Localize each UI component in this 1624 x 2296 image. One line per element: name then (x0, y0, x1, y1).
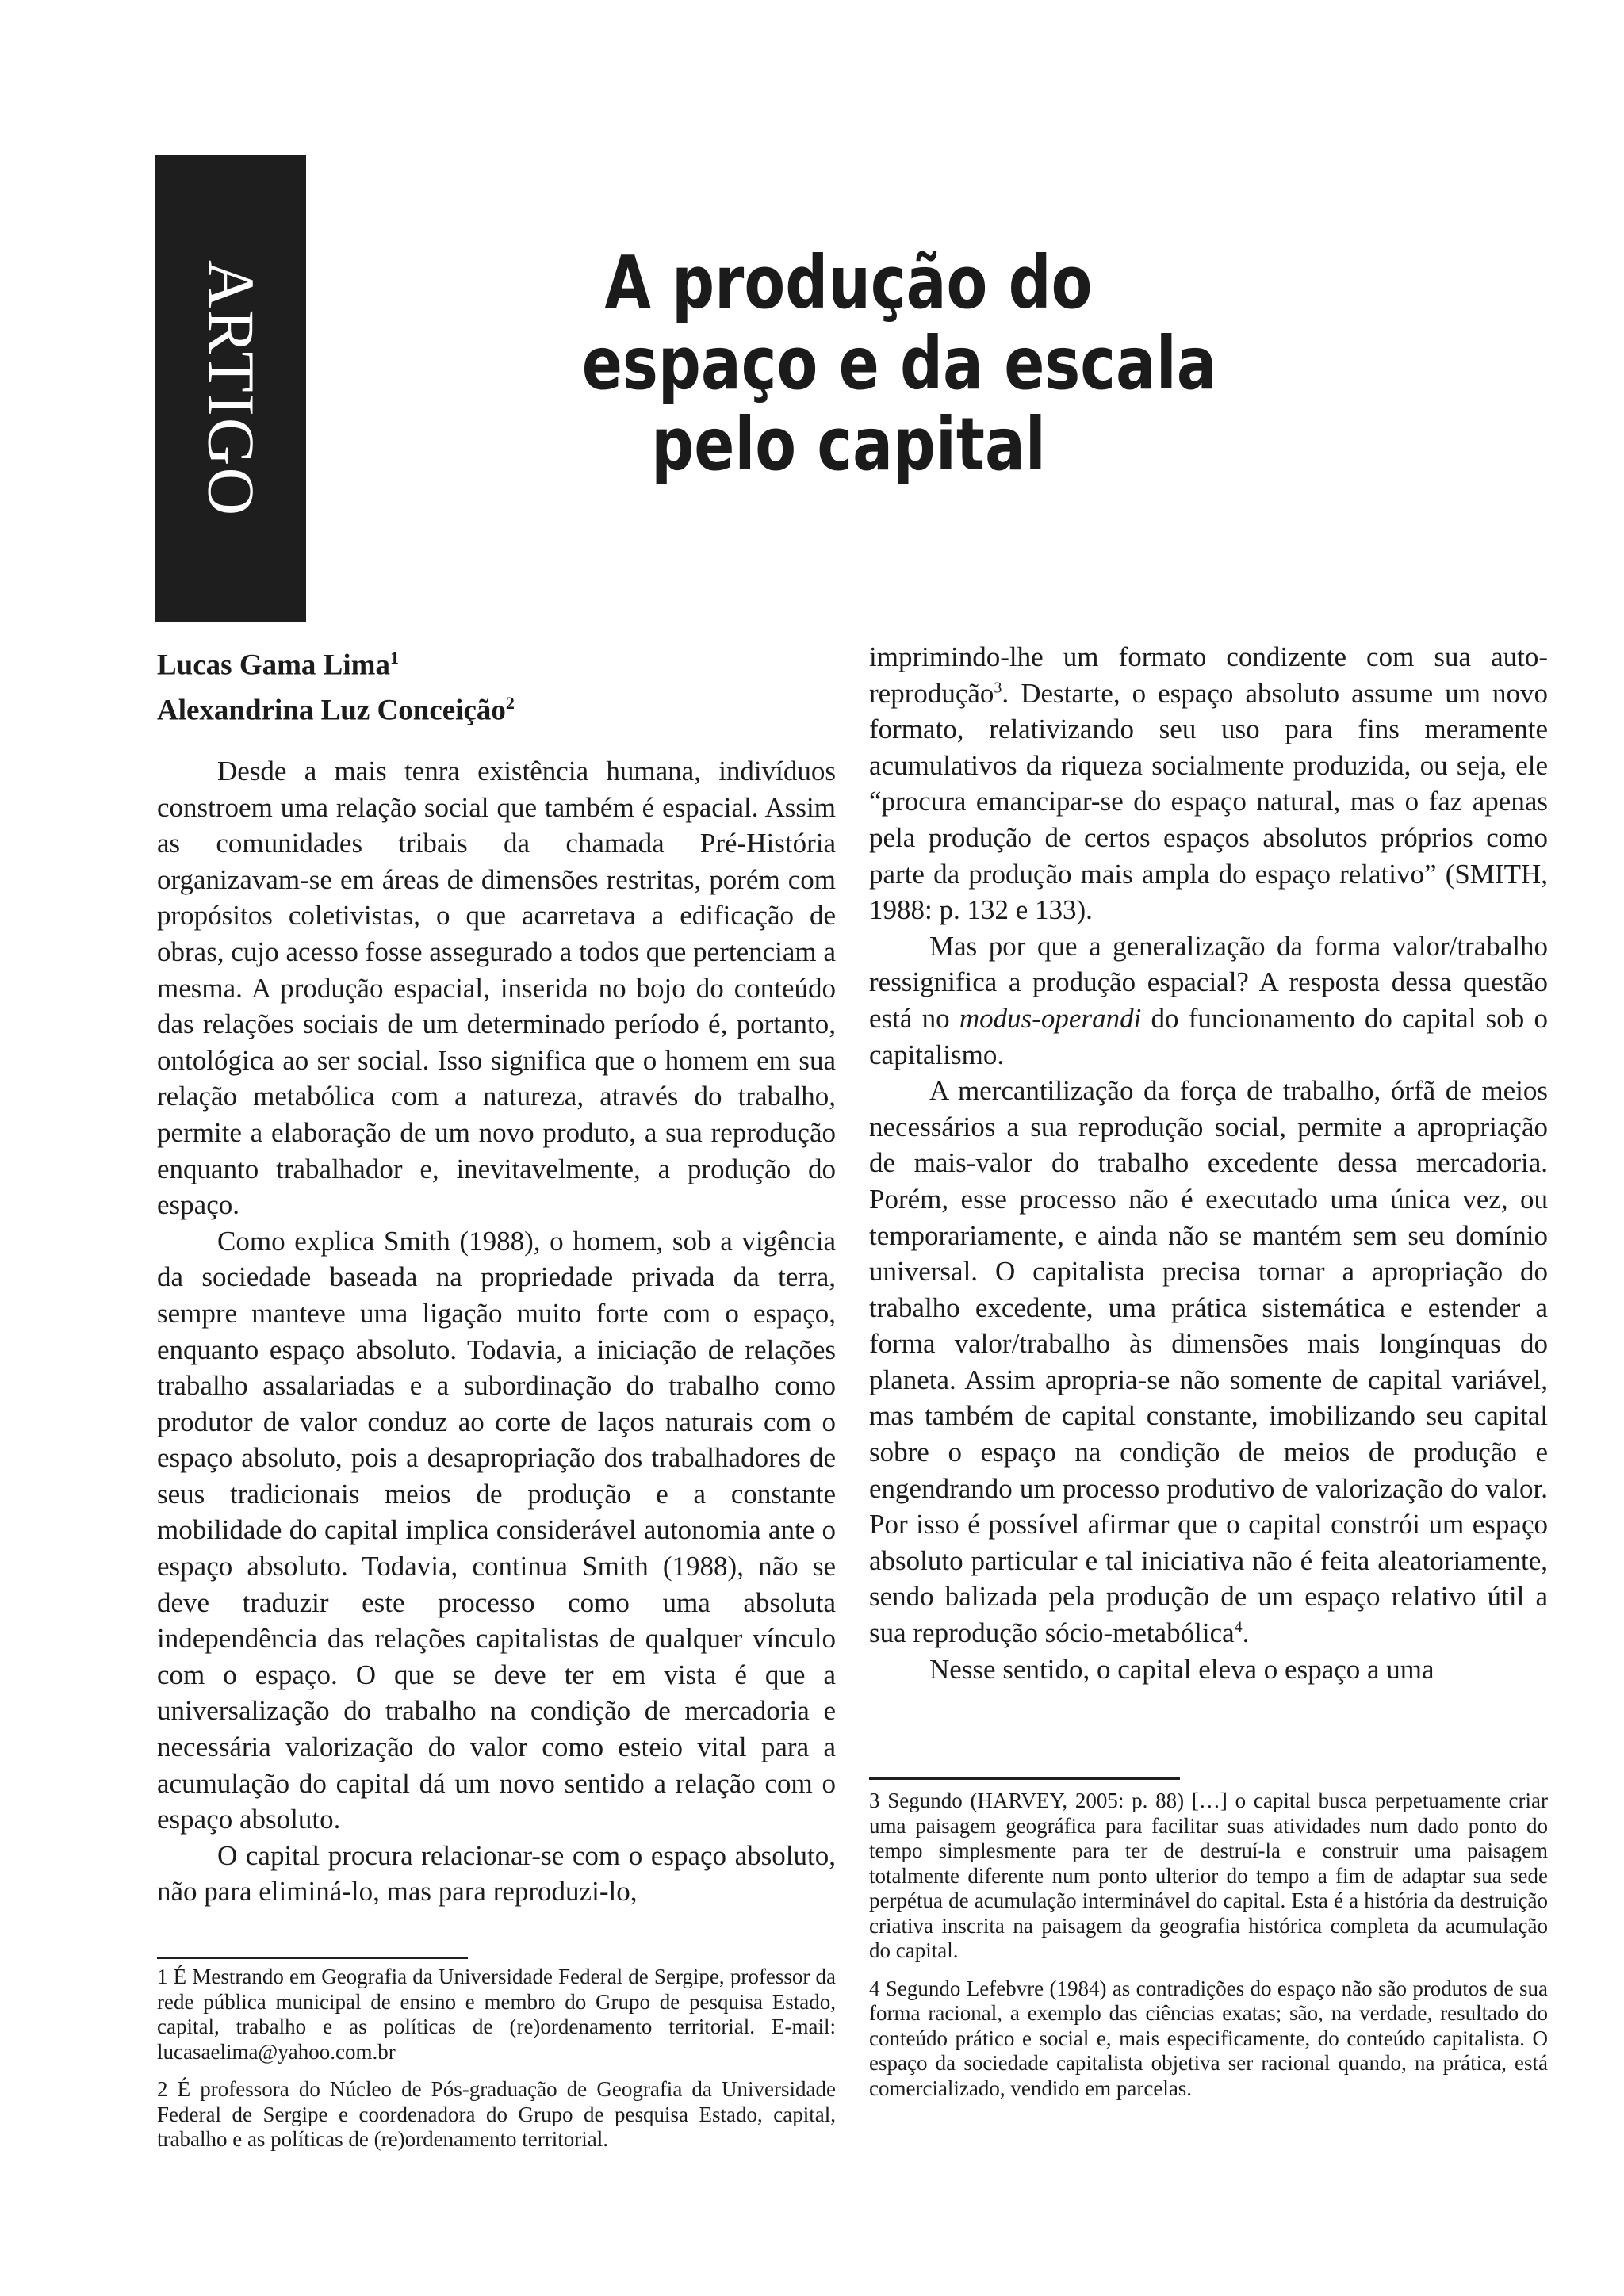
body-paragraph: O capital procura relacionar-se com o espaço absoluto, não para eliminá-lo, mas para reproduzi-lo, (157, 1839, 836, 1908)
body-paragraph: A mercantilização da força de trabalho, órfã de meios necessários a sua reprodução social, permite a apropriação de mais-valor do trabalho excedente dessa mercadoria. Porém, esse processo não é executado uma única vez, ou temporariamente, e ainda não se mantém sem seu domínio universal. O capitalista precisa tornar a apropriação do trabalho excedente, uma prática sistemática e estender a forma valor/trabalho às dimensões mais longínquas do planeta. Assim apropria-se não somente de capital variável, mas também de capital constante, imobilizando seu capital sobre o espaço na condição de meios de produção e engendrando um processo produtivo de valorização do valor. Por isso é possível afirmar que o capital constrói um espaço absoluto particular e tal iniciativa não é feita aleatoriamente, sendo balizada pela produção de um espaço relativo útil a sua reprodução sócio-metabólica$^4$. (869, 1075, 1548, 1649)
footnotes-right (869, 1789, 1548, 2114)
footnote: 2 É professora do Núcleo de Pós-graduação de Geografia da Universidade Federal de Sergipe e coordenadora do Grupo de pesquisa Estado, capital, trabalho e as políticas de (re)ordenamento territorial. (157, 2077, 836, 2151)
author-name: Lucas Gama Lima$^1$ (157, 648, 399, 682)
section-label-bar (155, 155, 306, 622)
left-column (157, 753, 836, 1910)
footnote-divider (869, 1777, 1180, 1780)
author-footnote-ref: 1 (389, 648, 399, 668)
footnote: 1 É Mestrando em Geografia da Universidade Federal de Sergipe, professor da rede pública municipal de ensino e membro do Grupo de pesquisa Estado, capital, trabalho e as políticas de (re)ordenamento territorial. E-mail: lucasaelima@yahoo.com.br (157, 1965, 836, 2064)
author-name: Alexandrina Luz Conceição$^2$ (157, 693, 515, 727)
author-list (157, 639, 839, 730)
article-title (581, 240, 1217, 487)
footnotes-left (157, 1965, 836, 2165)
author-footnote-ref: 2 (505, 693, 515, 714)
title-line: A produção do (604, 240, 1093, 325)
footnote-ref: 4 (1234, 1618, 1243, 1636)
footnote-divider (157, 1957, 468, 1959)
body-paragraph: Nesse sentido, o capital eleva o espaço a uma (929, 1653, 1434, 1685)
footnote: 4 Segundo Lefebvre (1984) as contradições do espaço não são produtos de sua forma racional, a exemplo das ciências exatas; são, na verdade, resultado do conteúdo prático e social e, mais especificamente, do conteúdo capitalista. O espaço da sociedade capitalista objetiva ser racional quando, na prática, está comercializado, vendido em parcelas. (869, 1976, 1548, 2100)
body-paragraph: Desde a mais tenra existência humana, indivíduos constroem uma relação social que também é espacial. Assim as comunidades tribais da chamada Pré-História organizavam-se em áreas de dimensões restritas, porém com propósitos coletivistas, o que acarretava a edificação de obras, cujo acesso fosse assegurado a todos que pertenciam a mesma. A produção espacial, inserida no bojo do conteúdo das relações sociais de um determinado período é, portanto, ontológica ao ser social. Isso significa que o homem em sua relação metabólica com a natureza, através do trabalho, permite a elaboração de um novo produto, a sua reprodução enquanto trabalhador e, inevitavelmente, a produção do espaço. (157, 756, 836, 1221)
body-paragraph: Mas por que a generalização da forma valor/trabalho ressignifica a produção espacial? A resposta dessa questão está no modus-operandi do funcionamento do capital sob o capitalismo. (869, 930, 1548, 1070)
body-paragraph: imprimindo-lhe um formato condizente com sua auto-reprodução$^3$. Destarte, o espaço absoluto assume um novo formato, relativizando seu uso para fins meramente acumulativos da riqueza socialmente produzida, ou seja, ele “procura emancipar-se do espaço natural, mas o faz apenas pela produção de certos espaços absolutos próprios como parte da produção mais ampla do espaço relativo” (SMITH, 1988: p. 132 e 133). (869, 641, 1548, 926)
section-label: ARTIGO (193, 259, 268, 518)
footnote: 3 Segundo (HARVEY, 2005: p. 88) […] o capital busca perpetuamente criar uma paisagem geográfica para facilitar suas atividades num dado ponto do tempo simplesmente para ter de destruí-la e construir uma paisagem totalmente diferente num ponto ulterior do tempo a fim de adaptar sua sede perpétua de acumulação interminável do capital. Esta é a história da destruição criativa inscrita na paisagem da geografia histórica completa da acumulação do capital. (869, 1789, 1548, 1962)
italic-term: modus-operandi (959, 1002, 1142, 1034)
title-line: pelo capital (651, 402, 1046, 487)
footnote-ref: 3 (994, 678, 1002, 696)
title-line: espaço e da escala (581, 321, 1217, 406)
right-column (869, 639, 1548, 1687)
body-paragraph: Como explica Smith (1988), o homem, sob a vigência da sociedade baseada na propriedade privada da terra, sempre manteve uma ligação muito forte com o espaço, enquanto espaço absoluto. Todavia, a iniciação de relações trabalho assalariadas e a subordinação do trabalho como produtor de valor conduz ao corte de laços naturais com o espaço absoluto, pois a desapropriação dos trabalhadores de seus tradicionais meios de produção e a constante mobilidade do capital implica considerável autonomia ante o espaço absoluto. Todavia, continua Smith (1988), não se deve traduzir este processo como uma absoluta independência das relações capitalistas de qualquer vínculo com o espaço. O que se deve ter em vista é que a universalização do trabalho na condição de mercadoria e necessária valorização do valor como esteio vital para a acumulação do capital dá um novo sentido a relação com o espaço absoluto. (157, 1225, 836, 1835)
